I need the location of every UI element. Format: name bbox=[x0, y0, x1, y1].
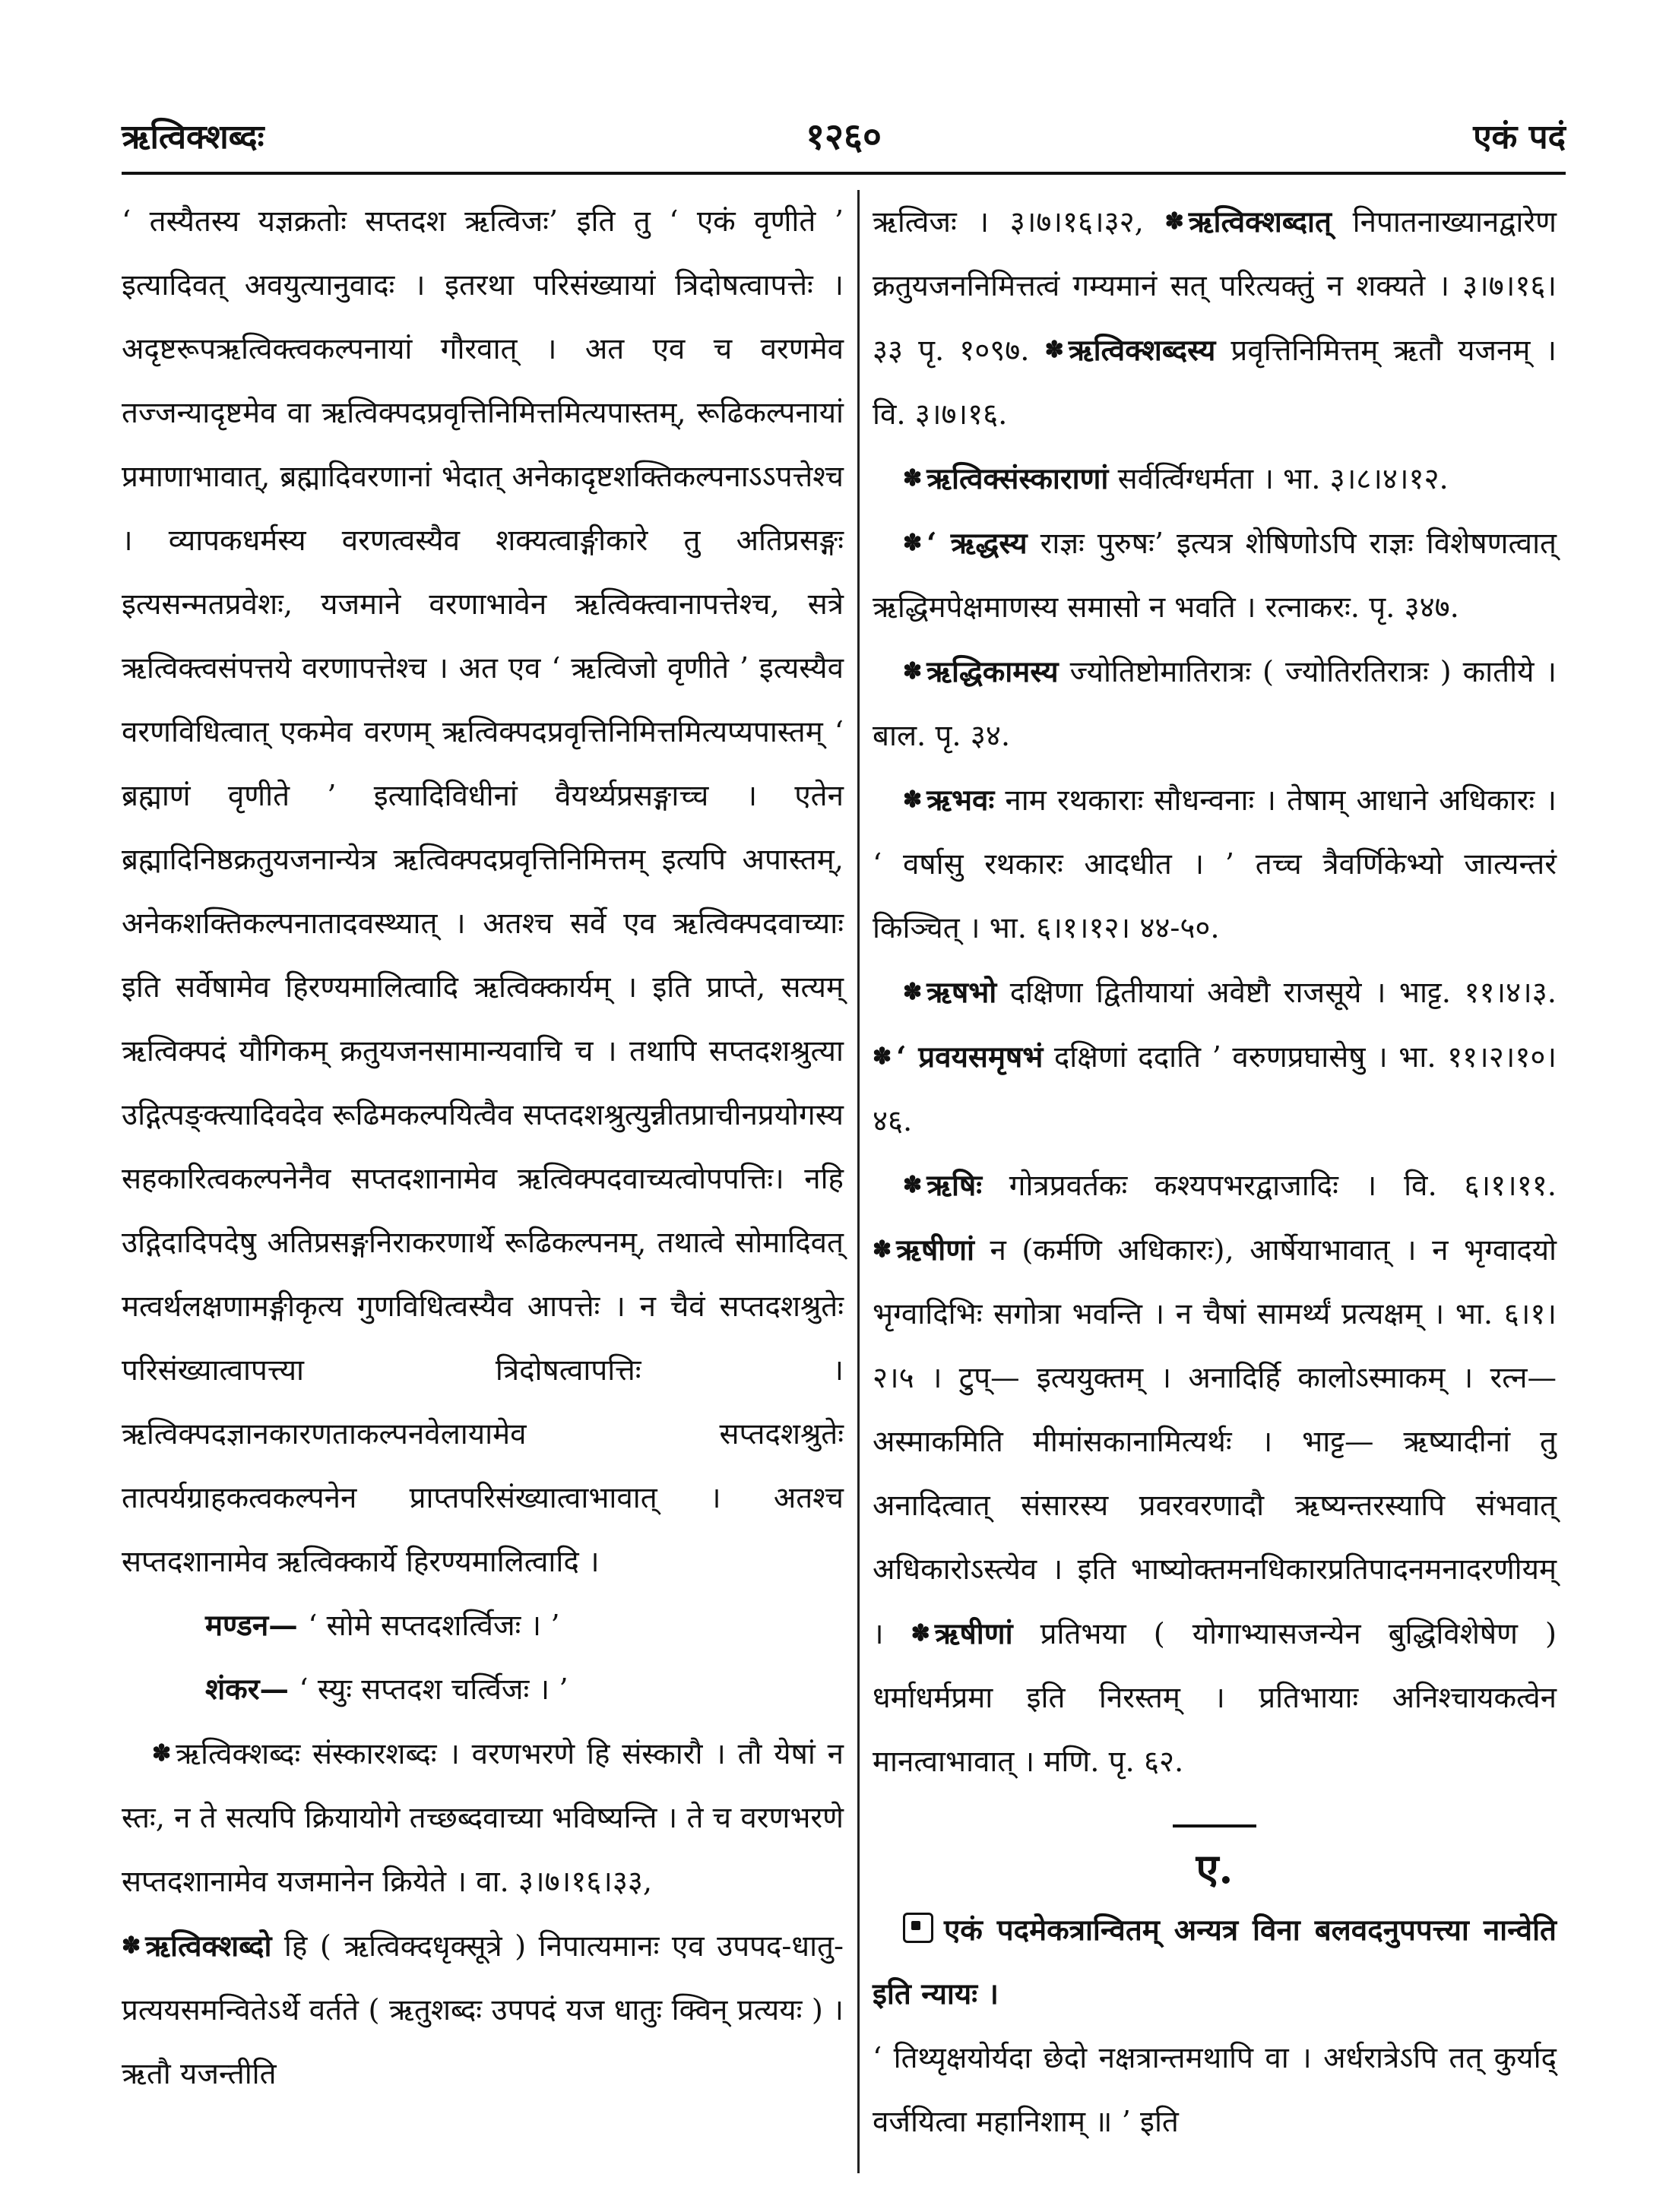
entry-star-icon: ✽ bbox=[903, 465, 923, 492]
right-entry-6-head: ऋषभो bbox=[926, 976, 997, 1010]
right-entry-7 bbox=[873, 1153, 1557, 1794]
right-entry-4-head: ऋद्धिकामस्य bbox=[926, 655, 1059, 689]
page-number: १२६० bbox=[806, 116, 882, 158]
page-header bbox=[122, 105, 1566, 173]
closing-verse: ‘ तिथ्यृक्षयोर्यदा छेदो नक्षत्रान्तमथापि वा । अर्धरात्रेऽपि तत् कुर्याद् वर्जयित्वा महानिशाम् ॥ ’ इति bbox=[873, 2041, 1557, 2139]
right-entry-5-text: नाम रथकाराः सौधन्वनाः । तेषाम् आधाने अधिकारः । ‘ वर्षासु रथकारः आदधीत । ’ तच्च त्रैवर्णिकेभ्यो जात्यन्तरं किञ्चित् । भा. ६।१।१२। ४४-५०. bbox=[873, 783, 1557, 945]
right-entry-2 bbox=[873, 447, 1557, 511]
right-entry-1-head: ऋत्विक्शब्दात् bbox=[1188, 205, 1332, 239]
entry-star-icon: ✽ bbox=[152, 1740, 172, 1767]
running-head-left: ऋत्विक्शब्दः bbox=[122, 118, 264, 157]
left-paragraph-3-text: हि ( ऋत्विक्दधृक्सूत्रे ) निपात्यमानः एव उपपद-धातु-प्रत्ययसमन्वितेऽर्थे वर्तते ( ऋतुशब्दः उपपदं यज धातुः क्विन् प्रत्ययः ) । ऋतौ यजन्तीति bbox=[122, 1929, 844, 2091]
quote-shankara-label: शंकर— bbox=[205, 1672, 289, 1707]
right-entry-8-text: प्रतिभया ( योगाभ्यासजन्येन बुद्धिविशेषेण ) धर्माधर्मप्रमा इति निरस्तम् । प्रतिभायाः अनिश्चायकत्वेन मानत्वाभावात् । मणि. पृ. ६२. bbox=[873, 1617, 1557, 1779]
right-entry-4-text: ज्योतिष्टोमातिरात्रः ( ज्योतिरतिरात्रः ) कातीये । बाल. पृ. ३४. bbox=[873, 655, 1557, 753]
left-paragraph-3 bbox=[122, 1914, 844, 2106]
right-entry-6-head2: ‘ प्रवयसमृषभं bbox=[896, 1040, 1044, 1074]
entry-star-icon: ✽ bbox=[873, 1043, 892, 1070]
left-paragraph-2-text: ऋत्विक्शब्दः संस्कारशब्दः । वरणभरणे हि संस्कारौ । तौ येषां न स्तः, न ते सत्यपि क्रियायोगे तच्छब्दवाच्या भविष्यन्ति । ते च वरणभरणे सप्तदशानामेव यजमानेन क्रियेते । वा. ३।७।१६।३३, bbox=[122, 1737, 844, 1899]
entry-star-icon: ✽ bbox=[1044, 337, 1064, 363]
entry-star-icon: ✽ bbox=[903, 1172, 923, 1198]
quote-mandana bbox=[122, 1594, 844, 1658]
section-rule bbox=[1173, 1824, 1256, 1828]
right-entry-7-head2: ऋषीणां bbox=[896, 1233, 975, 1267]
left-column bbox=[122, 190, 844, 2106]
quote-mandana-text: ‘ सोमे सप्तदशर्त्विजः । ’ bbox=[308, 1609, 560, 1643]
quote-shankara-text: ‘ स्युः सप्तदश चर्त्विजः । ’ bbox=[299, 1672, 569, 1707]
left-paragraph-3-head: ऋत्विक्शब्दो bbox=[145, 1929, 272, 1964]
right-entry-6-text: दक्षिणा द्वितीयायां अवेष्टौ राजसूये । भाट्ट. ११।४।३. bbox=[1009, 976, 1557, 1010]
right-entry-1-head2: ऋत्विक्शब्दस्य bbox=[1068, 334, 1216, 368]
right-entry-8-head: ऋषीणां bbox=[934, 1617, 1013, 1651]
entry-star-icon: ✽ bbox=[1164, 208, 1184, 235]
entry-star-icon: ✽ bbox=[903, 530, 923, 556]
quote-mandana-label: मण्डन— bbox=[205, 1609, 298, 1643]
right-entry-1-lead: ऋत्विजः । ३।७।१६।३२, bbox=[873, 205, 1144, 239]
right-entry-6 bbox=[873, 960, 1557, 1153]
entry-star-icon: ✽ bbox=[122, 1932, 141, 1959]
left-paragraph-1: ‘ तस्यैतस्य यज्ञक्रतोः सप्तदश ऋत्विजः’ इति तु ‘ एकं वृणीते ’ इत्यादिवत् अवयुत्यानुवादः । इतरथा परिसंख्यायां त्रिदोषत्वापत्तेः । अदृष्टरूपऋत्विक्त्वकल्पनायां गौरवात् । अत एव च वरणमेव तज्जन्यादृष्टमेव वा ऋत्विक्पदप्रवृत्तिनिमित्तमित्यपास्तम्, रूढिकल्पनायां प्रमाणाभावात्, ब्रह्मादिवरणानां भेदात् अनेकादृष्टशक्तिकल्पनाऽऽपत्तेश्च । व्यापकधर्मस्य वरणत्वस्यैव शक्यत्वाङ्गीकारे तु अतिप्रसङ्गः इत्यसन्मतप्रवेशः, यजमाने वरणाभावेन ऋत्विक्त्वानापत्तेश्च, सत्रे ऋत्विक्त्वसंपत्तये वरणापत्तेश्च । अत एव ‘ ऋत्विजो वृणीते ’ इत्यस्यैव वरणविधित्वात् एकमेव वरणम् ऋत्विक्पदप्रवृत्तिनिमित्तमित्यप्यपास्तम् ‘ ब्रह्माणं वृणीते ’ इत्यादिविधीनां वैयर्थ्यप्रसङ्गाच्च । एतेन ब्रह्मादिनिष्ठक्रतुयजनान्येत्र ऋत्विक्पदप्रवृत्तिनिमित्तम् इत्यपि अपास्तम्, अनेकशक्तिकल्पनातादवस्थ्यात् । अतश्च सर्वे एव ऋत्विक्पदवाच्याः इति सर्वेषामेव हिरण्यमालित्वादि ऋत्विक्कार्यम् । इति प्राप्ते, सत्यम् ऋत्विक्पदं यौगिकम् क्रतुयजनसामान्यवाचि च । तथापि सप्तदशश्रुत्या उद्गित्पङ्क्त्यादिवदेव रूढिमकल्पयित्वैव सप्तदशश्रुत्युन्नीतप्राचीनप्रयोगस्य सहकारित्वकल्पनेनैव सप्तदशानामेव ऋत्विक्पदवाच्यत्वोपपत्तिः। नहि उद्गिदादिपदेषु अतिप्रसङ्गनिराकरणार्थे रूढिकल्पनम्, तथात्वे सोमादिवत् मत्वर्थलक्षणामङ्गीकृत्य गुणविधित्वस्यैव आपत्तेः । न चैवं सप्तदशश्रुतेः परिसंख्यात्वापत्त्या त्रिदोषत्वापत्तिः । ऋत्विक्पदज्ञानकारणताकल्पनवेलायामेव सप्तदशश्रुतेः तात्पर्यग्राहकत्वकल्पनेन प्राप्तपरिसंख्यात्वाभावात् । अतश्च सप्तदशानामेव ऋत्विक्कार्ये हिरण्यमालित्वादि । bbox=[122, 204, 844, 1579]
right-entry-3-text: राज्ञः पुरुषः’ इत्यत्र शेषिणोऽपि राज्ञः विशेषणत्वात् ऋद्धिमपेक्षमाणस्य समासो न भवति । रत्नाकरः. पृ. ३४७. bbox=[873, 527, 1557, 625]
right-entry-1-text: निपातनाख्यानद्वारेण क्रतुयजननिमित्तत्वं गम्यमानं सत् परित्यक्तुं न शक्यते । ३।७।१६।३३ पृ. १०९७. bbox=[873, 205, 1557, 368]
right-column bbox=[873, 190, 1557, 2154]
entry-star-icon: ✽ bbox=[903, 979, 923, 1005]
right-entry-5 bbox=[873, 768, 1557, 960]
right-entry-3 bbox=[873, 511, 1557, 640]
nyaya-entry bbox=[873, 1899, 1557, 2027]
quote-shankara bbox=[122, 1658, 844, 1722]
column-divider bbox=[857, 190, 860, 2173]
entry-star-icon: ✽ bbox=[903, 786, 923, 813]
maxim-marker-icon bbox=[903, 1913, 933, 1943]
left-paragraph-2 bbox=[122, 1722, 844, 1914]
right-entry-7-text: गोत्रप्रवर्तकः कश्यपभरद्वाजादिः । वि. ६।१।११. bbox=[1009, 1169, 1557, 1203]
section-heading: ए. bbox=[1196, 1844, 1234, 1893]
right-entry-1 bbox=[873, 190, 1557, 447]
nyaya-text: एकं पदमेकत्रान्वितम् अन्यत्र विना बलवदनुपपत्त्या नान्वेति इति न्यायः । bbox=[873, 1913, 1557, 2011]
running-head-right: एकं पदं bbox=[1473, 118, 1566, 157]
right-entry-2-text: सर्वर्त्विग्धर्मता । भा. ३।८।४।१२. bbox=[1117, 462, 1449, 496]
right-entry-7-text2: न (कर्मणि अधिकारः), आर्षेयाभावात् । न भृग्वादयो भृग्वादिभिः सगोत्रा भवन्ति । न चैषां सामर्थ्यं प्रत्यक्षम् । भा. ६।१।२।५ । टुप्— इत्ययुक्तम् । अनादिर्हि कालोऽस्माकम् । रत्न— अस्माकमिति मीमांसकानामित्यर्थः । भाट्ट— ऋष्यादीनां तु अनादित्वात् संसारस्य प्रवरवरणादौ ऋष्यन्तरस्यापि संभवात् अधिकारोऽस्त्येव । इति भाष्योक्तमनधिकारप्रतिपादनमनादरणीयम् । bbox=[873, 1233, 1557, 1651]
right-entry-2-head: ऋत्विक्संस्काराणां bbox=[926, 462, 1109, 496]
entry-star-icon: ✽ bbox=[911, 1620, 930, 1647]
right-entry-3-head: ‘ ऋद्धस्य bbox=[926, 527, 1028, 561]
entry-star-icon: ✽ bbox=[873, 1236, 892, 1263]
header-rule bbox=[122, 172, 1566, 175]
right-entry-4 bbox=[873, 640, 1557, 768]
right-entry-7-head: ऋषिः bbox=[926, 1169, 982, 1203]
right-entry-1-text2: प्रवृत्तिनिमित्तम् ऋतौ यजनम् । वि. ३।७।१६. bbox=[873, 334, 1557, 432]
right-entry-6-text2: दक्षिणां ददाति ’ वरुणप्रघासेषु । भा. ११।२।१०।४६. bbox=[873, 1040, 1557, 1138]
entry-star-icon: ✽ bbox=[903, 658, 923, 685]
right-entry-5-head: ऋभवः bbox=[926, 783, 995, 818]
